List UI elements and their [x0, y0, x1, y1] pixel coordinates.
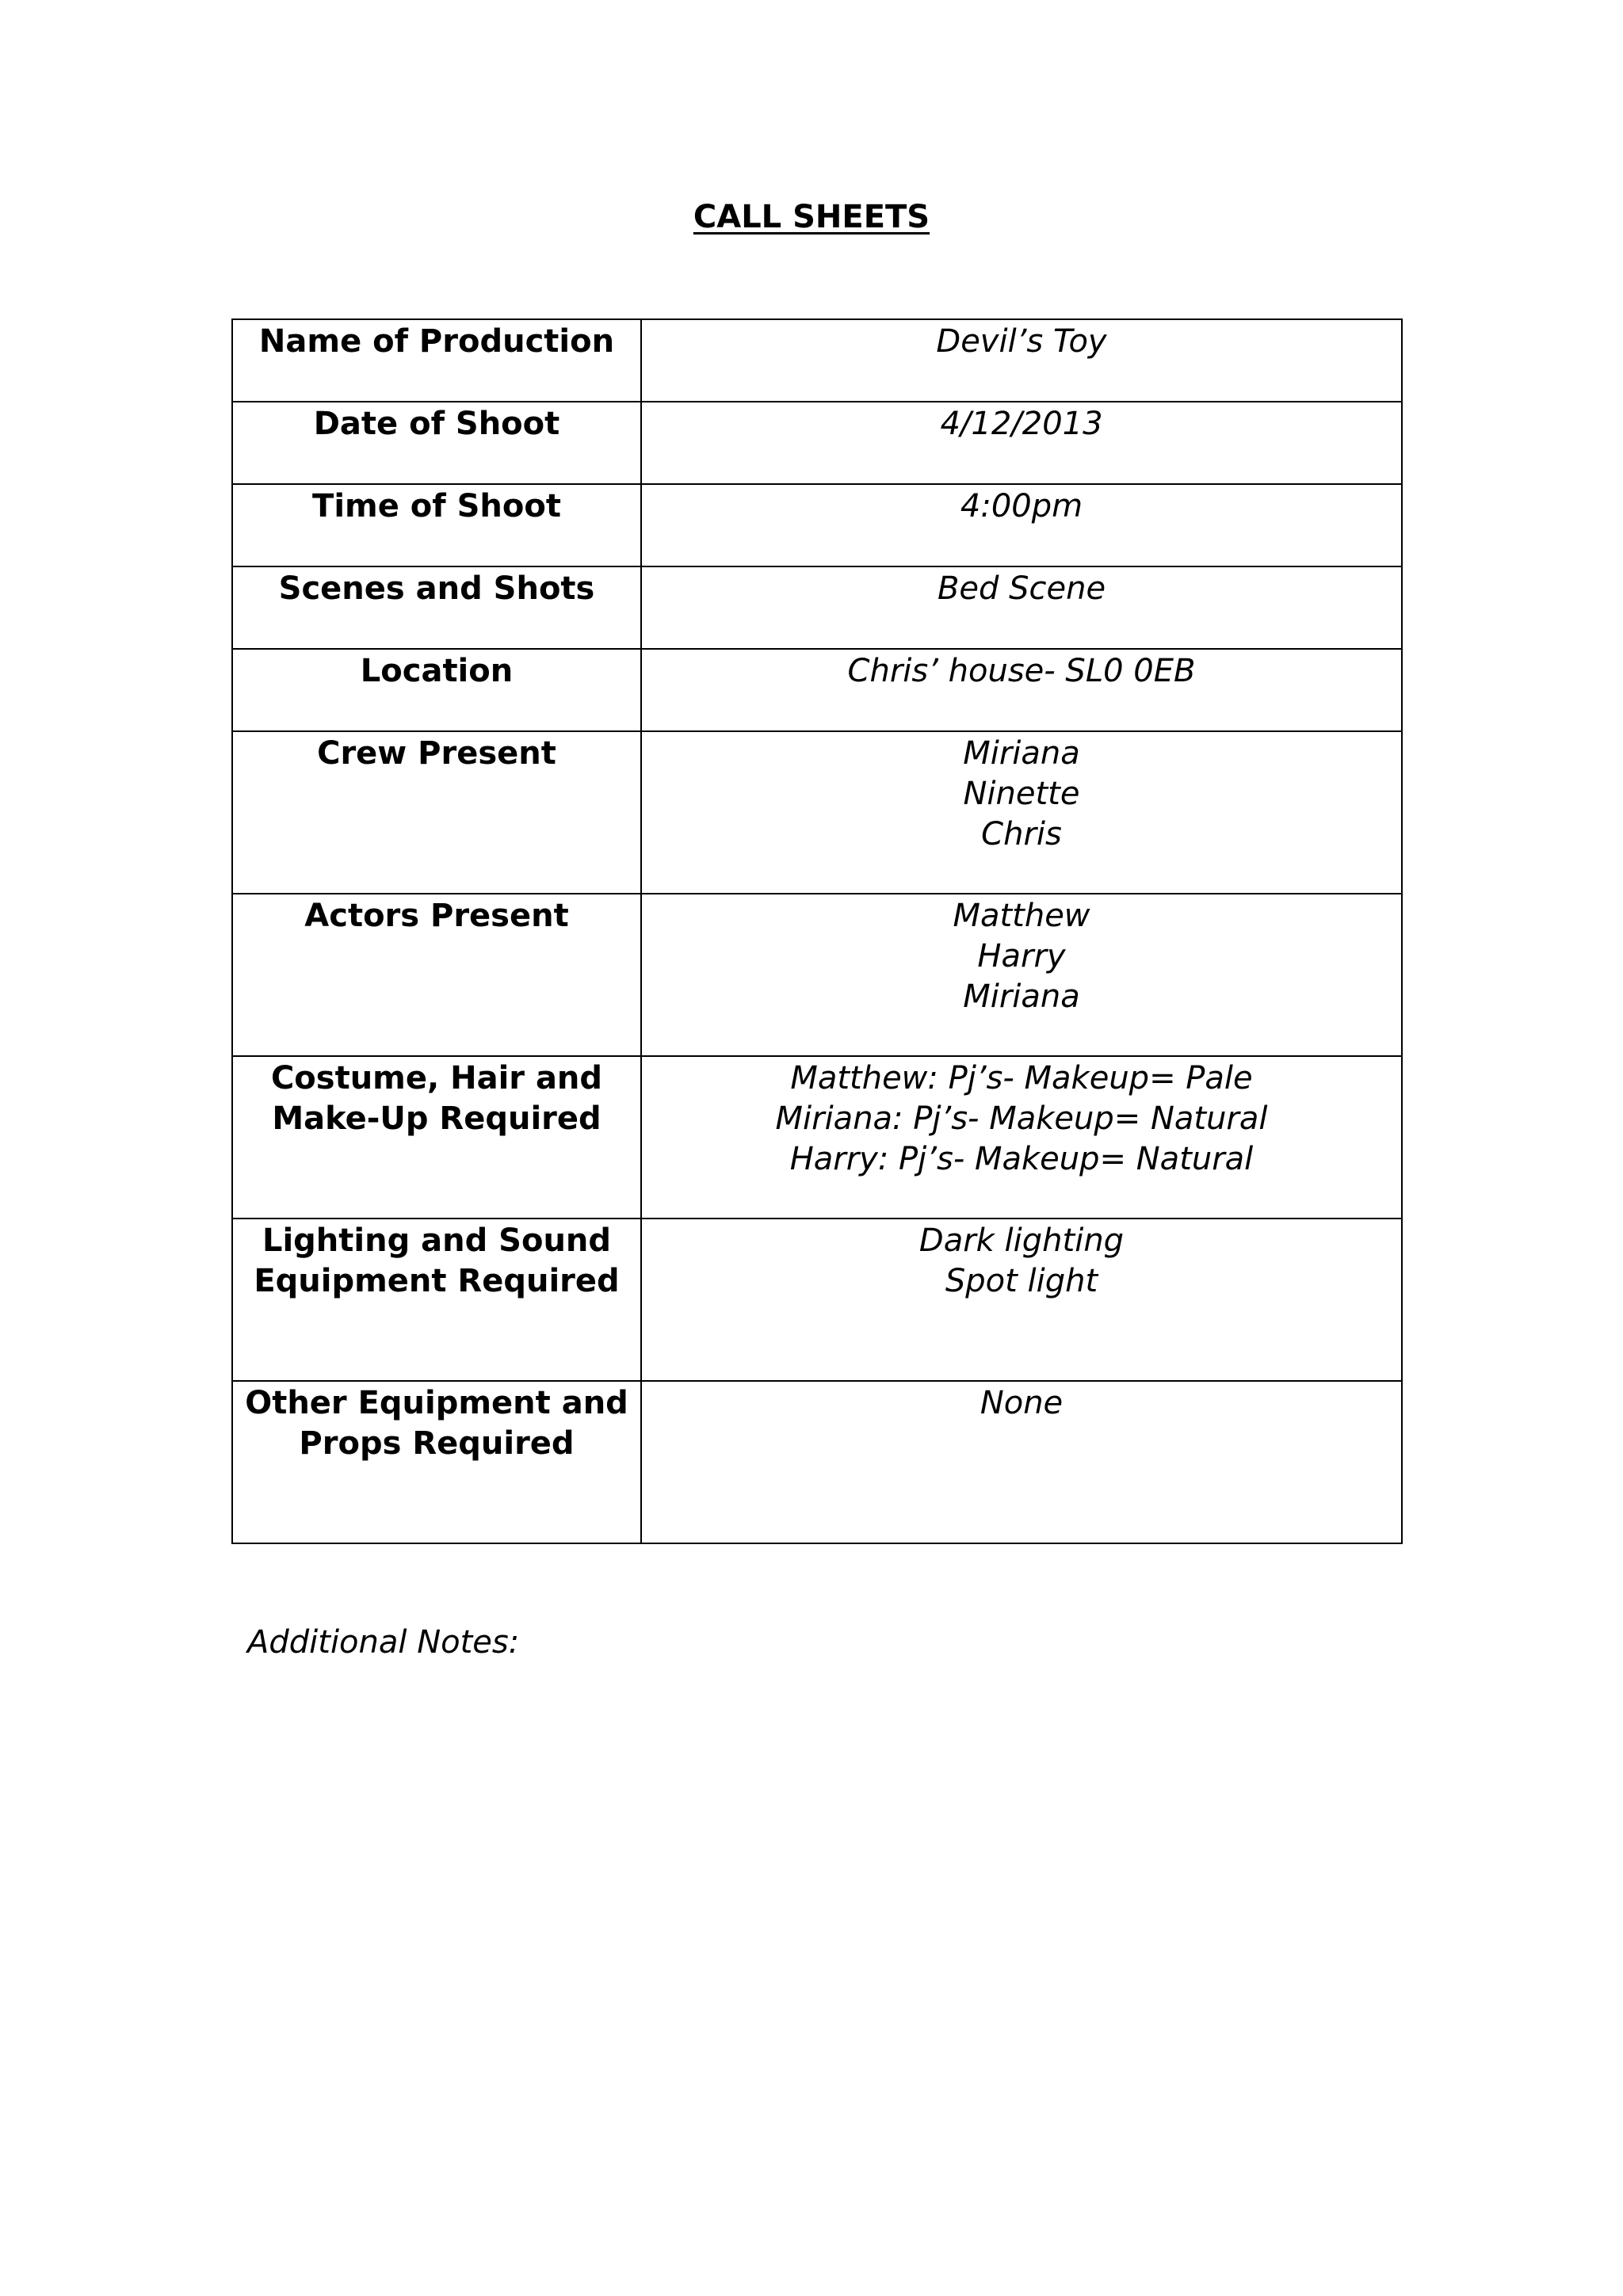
- row-value: Bed Scene: [937, 570, 1106, 607]
- row-label: Actors Present: [304, 898, 569, 934]
- page-title: CALL SHEETS: [693, 199, 930, 235]
- row-value-cell: [641, 566, 1402, 649]
- row-value-cell: [641, 1056, 1402, 1219]
- row-label: Location: [360, 653, 514, 689]
- row-value: 4/12/2013: [940, 406, 1103, 442]
- row-label: Props Required: [299, 1425, 575, 1462]
- row-label: Equipment Required: [254, 1263, 620, 1299]
- row-value-cell: [641, 402, 1402, 484]
- table-row-time-of-shoot: [232, 484, 1402, 566]
- table-row-name-of-production: [232, 319, 1402, 402]
- row-label-cell: [232, 1219, 641, 1381]
- table-row-crew-present: [232, 731, 1402, 894]
- row-value-cell: [641, 1381, 1402, 1543]
- row-value: Harry: [977, 938, 1066, 974]
- row-label: Name of Production: [258, 323, 615, 360]
- row-label: Make-Up Required: [272, 1100, 601, 1137]
- row-label-cell: [232, 484, 641, 566]
- row-value: Ninette: [963, 776, 1080, 812]
- table-row-location: [232, 649, 1402, 731]
- row-value: Dark lighting: [918, 1222, 1125, 1259]
- row-value-cell: [641, 484, 1402, 566]
- row-value: Miriana: Pj’s- Makeup= Natural: [775, 1100, 1268, 1137]
- table-row-actors-present: [232, 894, 1402, 1056]
- row-label-cell: [232, 319, 641, 402]
- row-label: Date of Shoot: [313, 406, 560, 442]
- row-value-cell: [641, 649, 1402, 731]
- row-value: Devil’s Toy: [936, 323, 1107, 360]
- row-value-cell: [641, 731, 1402, 894]
- table-row-other-equipment-props: [232, 1381, 1402, 1543]
- row-label: Time of Shoot: [312, 488, 561, 524]
- row-value: Matthew: [953, 898, 1090, 934]
- additional-notes-label: Additional Notes:: [247, 1624, 520, 1661]
- row-label-cell: [232, 566, 641, 649]
- row-value: None: [980, 1385, 1064, 1421]
- row-value: Chris’ house- SL0 0EB: [847, 653, 1196, 689]
- row-label: Scenes and Shots: [278, 570, 595, 607]
- row-value-cell: [641, 1219, 1402, 1381]
- row-label-cell: [232, 731, 641, 894]
- row-value-cell: [641, 894, 1402, 1056]
- row-value: Matthew: Pj’s- Makeup= Pale: [790, 1060, 1253, 1097]
- row-value: Miriana: [963, 735, 1080, 772]
- row-label: Other Equipment and: [245, 1385, 628, 1421]
- table-row-date-of-shoot: [232, 402, 1402, 484]
- row-value-cell: [641, 319, 1402, 402]
- row-label-cell: [232, 402, 641, 484]
- row-label: Costume, Hair and: [270, 1060, 603, 1097]
- row-label-cell: [232, 894, 641, 1056]
- table-row-costume-hair-makeup: [232, 1056, 1402, 1219]
- table-row-scenes-and-shots: [232, 566, 1402, 649]
- table-row-lighting-sound: [232, 1219, 1402, 1381]
- row-label: Crew Present: [317, 735, 556, 772]
- row-label-cell: [232, 1381, 641, 1543]
- row-value: Spot light: [945, 1263, 1098, 1299]
- call-sheet-table: [231, 318, 1403, 1544]
- row-label-cell: [232, 649, 641, 731]
- row-value: Miriana: [963, 978, 1080, 1015]
- row-value: 4:00pm: [960, 488, 1083, 524]
- row-label: Lighting and Sound: [262, 1222, 612, 1259]
- row-label-cell: [232, 1056, 641, 1219]
- row-value: Harry: Pj’s- Makeup= Natural: [789, 1141, 1254, 1177]
- row-value: Chris: [981, 816, 1062, 852]
